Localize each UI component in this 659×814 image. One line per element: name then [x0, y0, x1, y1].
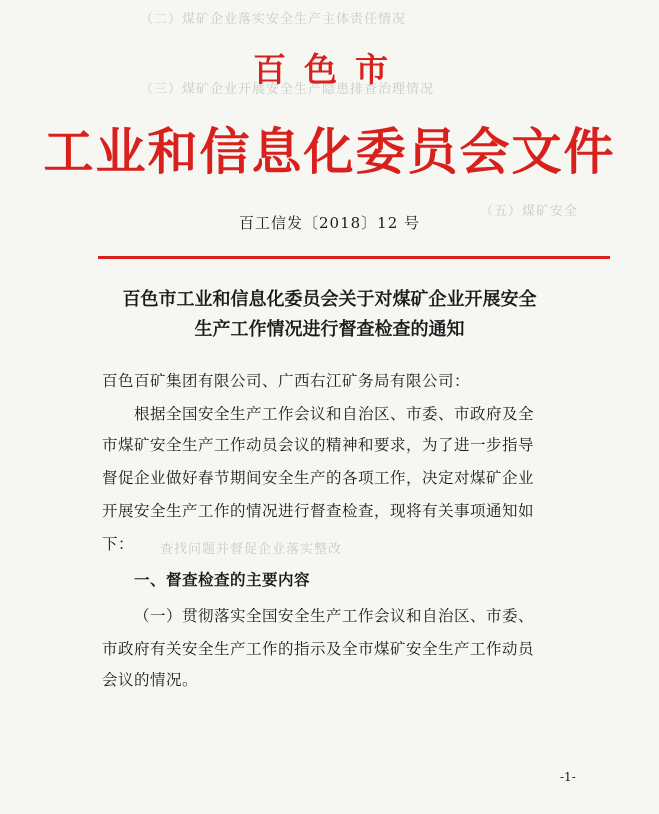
page-number: -1-: [560, 770, 576, 784]
bleed-through-text: （五）煤矿安全: [480, 204, 579, 219]
bleed-through-text: （三）煤矿企业开展安全生产隐患排查治理情况: [140, 82, 435, 97]
item-line: 会议的情况。: [102, 671, 199, 689]
intro-line: 市煤矿安全生产工作动员会议的精神和要求，为了进一步指导: [102, 436, 535, 454]
addressee: 百色百矿集团有限公司、广西右江矿务局有限公司：: [102, 372, 471, 390]
section-heading: 一、督查检查的主要内容: [134, 570, 311, 589]
bleed-through-text: 查找问题并督促企业落实整改: [160, 542, 343, 557]
document-title-line-1: 百色市工业和信息化委员会关于对煤矿企业开展安全: [122, 289, 537, 310]
item-line: （一）贯彻落实全国安全生产工作会议和自治区、市委、: [134, 607, 535, 625]
red-divider-line: [98, 256, 610, 259]
bleed-through-text: （二）煤矿企业落实安全生产主体责任情况: [140, 12, 407, 27]
agency-city: 百色市: [253, 50, 406, 89]
intro-line: 根据全国安全生产工作会议和自治区、市委、市政府及全: [134, 405, 535, 423]
intro-line: 开展安全生产工作的情况进行督查检查，现将有关事项通知如: [102, 502, 535, 520]
agency-name: 工业和信息化委员会文件: [43, 123, 616, 181]
document-number: 百工信发〔2018〕12 号: [238, 214, 421, 232]
intro-line: 下：: [102, 535, 135, 553]
item-line: 市政府有关安全生产工作的指示及全市煤矿安全生产工作动员: [102, 640, 535, 658]
intro-line: 督促企业做好春节期间安全生产的各项工作，决定对煤矿企业: [102, 469, 535, 487]
document-title-line-2: 生产工作情况进行督查检查的通知: [194, 319, 465, 340]
